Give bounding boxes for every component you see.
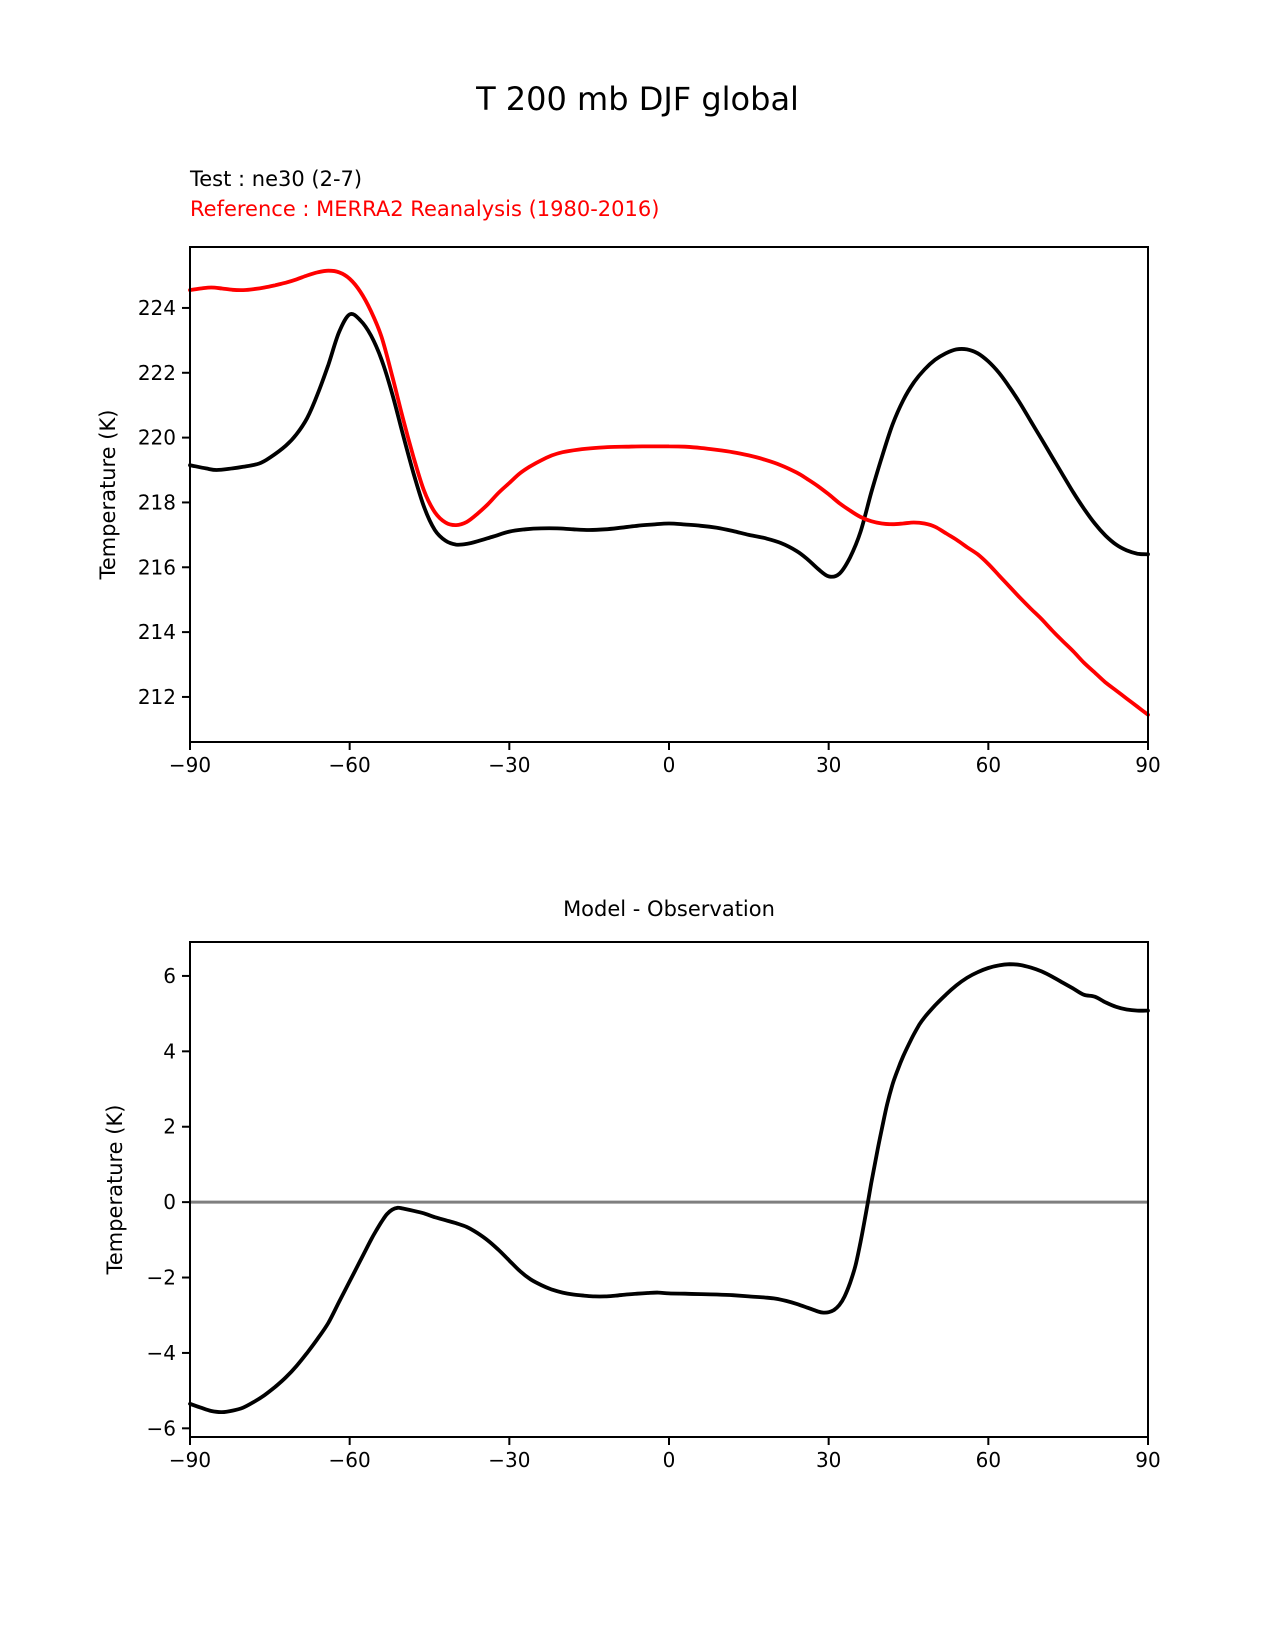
y-axis-label-chart0: Temperature (K) — [96, 409, 120, 580]
figure-title: T 200 mb DJF global — [476, 80, 799, 118]
y-tick-label-chart1: 0 — [163, 1190, 176, 1215]
legend-item-reference: Reference : MERRA2 Reanalysis (1980-2016) — [190, 197, 660, 221]
y-tick-label-chart1: −6 — [146, 1416, 176, 1441]
y-tick-label-chart0: 214 — [137, 620, 176, 645]
x-tick-label-chart1: 60 — [975, 1448, 1002, 1472]
y-tick-label-chart0: 212 — [137, 684, 176, 709]
x-tick-label-chart0: −90 — [168, 753, 212, 777]
y-tick-label-chart1: 2 — [163, 1114, 176, 1139]
x-tick-label-chart1: −30 — [488, 1448, 531, 1472]
y-tick-label-chart0: 218 — [137, 490, 176, 515]
x-tick-label-chart0: 90 — [1135, 753, 1161, 777]
y-tick-label-chart0: 216 — [137, 555, 176, 580]
y-tick-label-chart0: 220 — [137, 425, 176, 450]
y-tick-label-chart1: −4 — [146, 1340, 176, 1365]
x-tick-label-chart1: 0 — [662, 1448, 676, 1472]
axes-box-chart1 — [190, 942, 1148, 1437]
axes-box-chart0 — [190, 247, 1148, 742]
y-tick-label-chart1: 6 — [163, 963, 176, 988]
x-tick-label-chart0: −60 — [328, 753, 371, 777]
y-tick-label-chart1: −2 — [146, 1265, 176, 1290]
x-tick-label-chart1: 90 — [1135, 1448, 1161, 1472]
y-tick-label-chart0: 224 — [137, 295, 176, 320]
subplot-title-model-observation: Model - Observation — [563, 897, 775, 921]
x-tick-label-chart0: 0 — [662, 753, 676, 777]
y-tick-label-chart0: 222 — [137, 360, 176, 385]
x-tick-label-chart0: −30 — [488, 753, 531, 777]
y-axis-label-chart1: Temperature (K) — [103, 1104, 127, 1275]
x-tick-label-chart0: 60 — [975, 753, 1002, 777]
x-tick-label-chart0: 30 — [815, 753, 842, 777]
series-line-chart1-0 — [190, 964, 1148, 1412]
x-tick-label-chart1: −60 — [328, 1448, 371, 1472]
y-tick-label-chart1: 4 — [163, 1039, 176, 1064]
legend-item-test: Test : ne30 (2-7) — [190, 167, 363, 191]
x-tick-label-chart1: −90 — [168, 1448, 212, 1472]
x-tick-label-chart1: 30 — [815, 1448, 842, 1472]
series-line-chart0-1 — [190, 271, 1148, 715]
